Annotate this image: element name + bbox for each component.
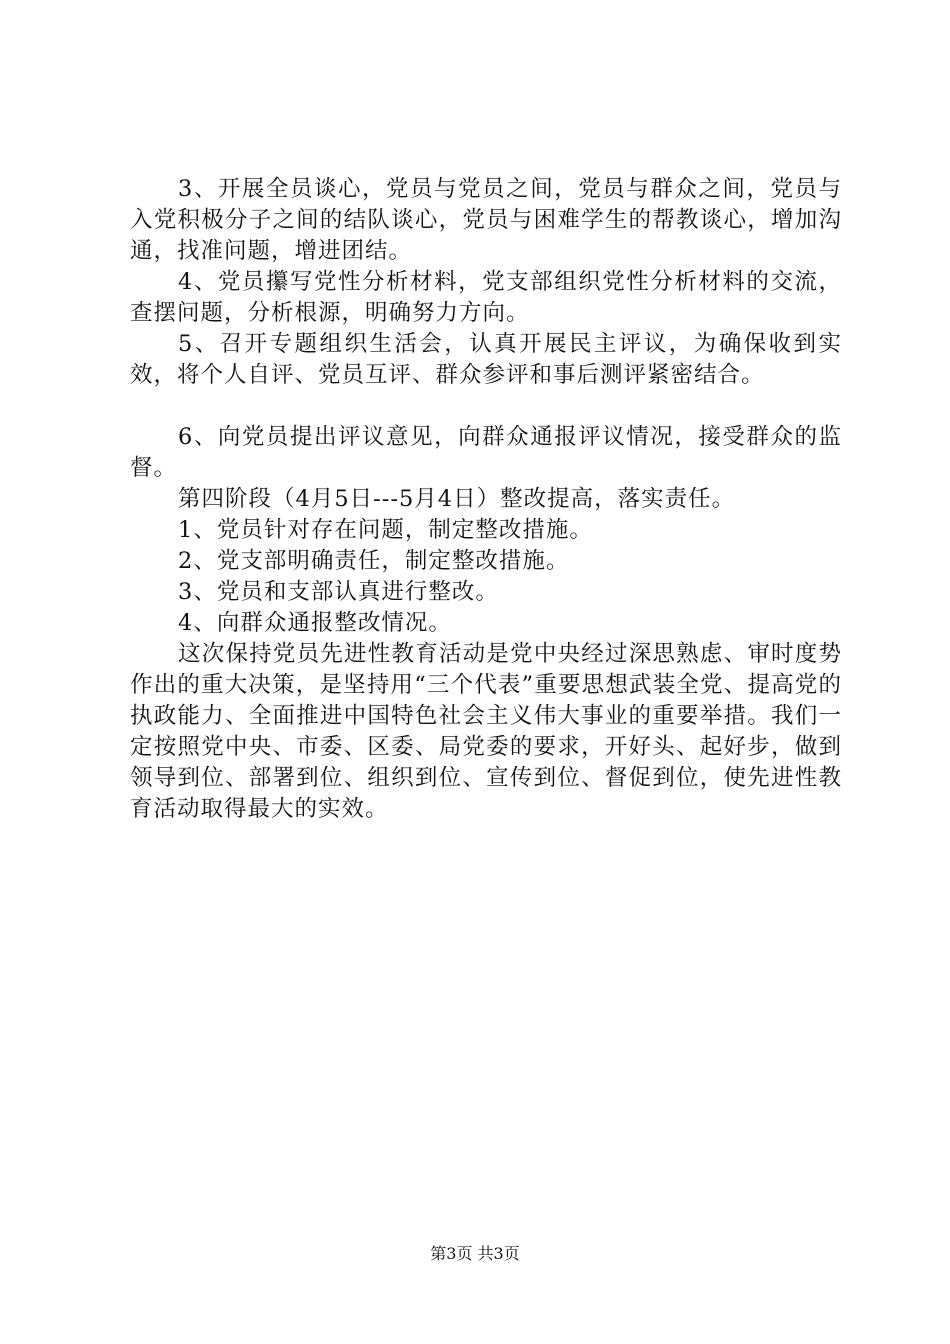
rectify-item-3: 3、党员和支部认真进行整改。 — [178, 579, 499, 605]
stage-four-heading: 第四阶段（4月5日---5月4日）整改提高，落实责任。 — [178, 486, 736, 512]
rectify-item-2: 2、党支部明确责任，制定整改措施。 — [178, 548, 570, 574]
rectify-item-1: 1、党员针对存在问题，制定整改措施。 — [178, 517, 593, 543]
paragraph-item-4: 4、党员攥写党性分析材料，党支部组织党性分析材料的交流，查摆问题，分析根源，明确努力方向。 — [130, 269, 842, 326]
rectify-item-4: 4、向群众通报整改情况。 — [178, 610, 452, 636]
page-number-footer: 第3页 共3页 — [430, 1244, 520, 1263]
document-body — [130, 174, 842, 825]
paragraph-item-5: 5、召开专题组织生活会，认真开展民主评议，为确保收到实效，将个人自评、党员互评、群众参评和事后测评紧密结合。 — [130, 331, 842, 388]
paragraph-item-6: 6、向党员提出评议意见，向群众通报评议情况，接受群众的监督。 — [130, 424, 842, 481]
paragraph-item-3: 3、开展全员谈心，党员与党员之间，党员与群众之间，党员与入党积极分子之间的结队谈心，党员与困难学生的帮教谈心，增加沟通，找准问题，增进团结。 — [130, 176, 842, 264]
closing-paragraph: 这次保持党员先进性教育活动是党中央经过深思熟虑、审时度势作出的重大决策，是坚持用“三个代表”重要思想武装全党、提高党的执政能力、全面推进中国特色社会主义伟大事业的重要举措。我们一定按照党中央、市委、区委、局党委的要求，开好头、起好步，做到领导到位、部署到位、组织到位、宣传到位、督促到位，使先进性教育活动取得最大的实效。 — [130, 641, 842, 822]
